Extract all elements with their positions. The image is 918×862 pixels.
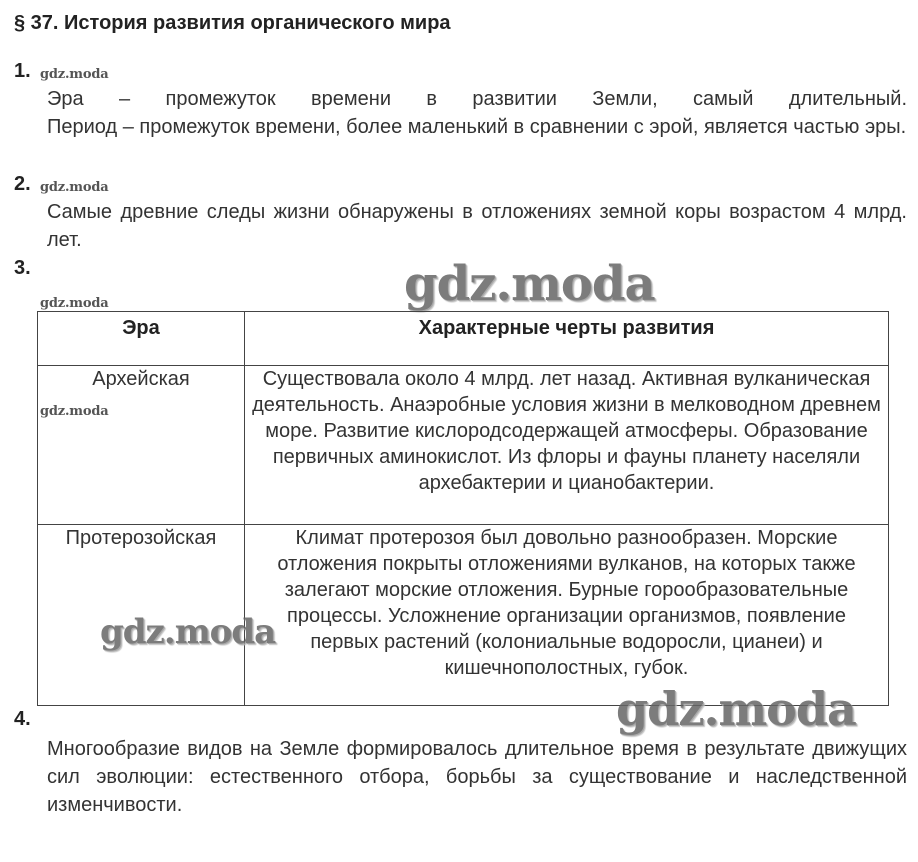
watermark-small: gdz.moda [40, 180, 109, 195]
task-number-1: 1. [14, 60, 31, 82]
table-cell-era: Протерозойская [38, 525, 245, 706]
table-cell-features: Существовала около 4 млрд. лет назад. Активная вулканическая деятельность. Анаэробные условия жизни в мелководном древнем море. Развитие кислородсодержащей атмосферы. Образование первичных аминокислот. Из флоры и фауны планету населяли архебактерии и цианобактерии. [245, 366, 889, 525]
table-cell-features: Климат протерозоя был довольно разнообразен. Морские отложения покрыты отложениями вулканов, на которых также залегают морские отложения. Бурные горообразовательные процессы. Усложнение организации организмов, появление первых растений (колониальные водоросли, цианеи) и кишечнополостных, губок. [245, 525, 889, 706]
watermark-large: gdz.moda [616, 682, 856, 736]
watermark-small: gdz.moda [40, 67, 109, 82]
task-2-answer [47, 198, 907, 254]
task-number-2: 2. [14, 173, 31, 195]
table-header-features: Характерные черты развития [245, 312, 889, 366]
task-1-line-2: Период – промежуток времени, более маленький в сравнении с эрой, является частью эры. [47, 116, 907, 138]
task-number-3: 3. [14, 257, 31, 279]
watermark-large: gdz.moda [404, 256, 655, 312]
task-1-line-1: Эра – промежуток времени в развитии Земли, самый длительный. [47, 88, 907, 110]
table-header-row [38, 312, 889, 366]
task-1-answer [47, 85, 907, 141]
page-title: § 37. История развития органического мира [14, 12, 451, 34]
table-header-era: Эра [38, 312, 245, 366]
table-row [38, 366, 889, 525]
watermark-large: gdz.moda [100, 612, 276, 652]
task-number-4: 4. [14, 708, 31, 730]
task-2-line-1: Самые древние следы жизни обнаружены в отложениях земной коры возрастом 4 млрд. лет. [47, 201, 907, 251]
task-4-answer [47, 735, 907, 819]
watermark-small: gdz.moda [40, 296, 109, 311]
watermark-small: gdz.moda [40, 404, 109, 419]
table-cell-era: Архейская [38, 366, 245, 525]
task-4-line-1: Многообразие видов на Земле формировалось длительное время в результате движущих сил эволюции: естественного отбора, борьбы за существование и наследственной изменчивости. [47, 738, 907, 816]
